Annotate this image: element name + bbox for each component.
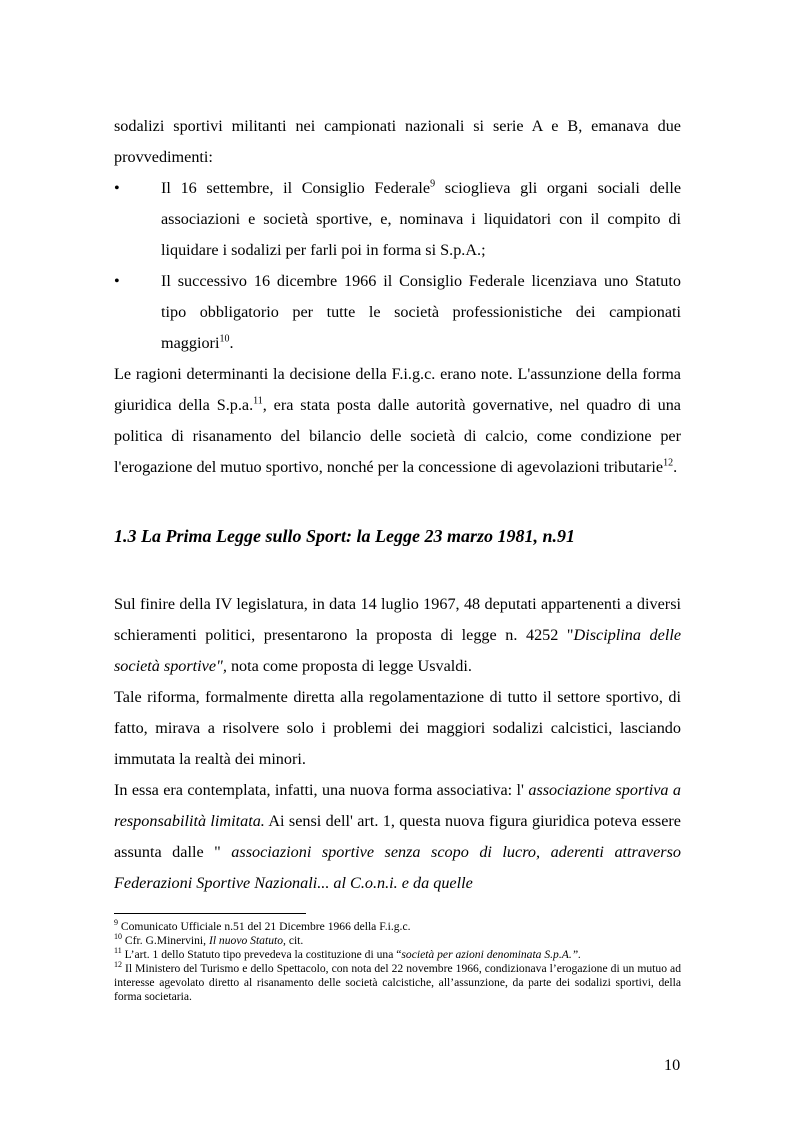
essa-italic-2: associazioni sportive senza scopo di lucro, aderenti attraverso Federazioni Sportive Nazionali... al C.o.n.i. e da quelle <box>114 843 681 892</box>
bullet-item-2 <box>114 266 681 359</box>
footnote-12 <box>114 962 681 1004</box>
usvaldi-italic: Disciplina delle società sportive", <box>114 626 682 675</box>
bullet-icon: • <box>114 179 120 197</box>
footnote-text: Comunicato Ufficiale n.51 del 21 Dicembre 1966 della F.i.g.c. <box>118 920 411 933</box>
paragraph-ragioni <box>114 359 681 483</box>
footnote-number: 9 <box>114 918 118 928</box>
usvaldi-text-a: Sul finire della IV legislatura, in data 14 luglio 1967, 48 deputati appartenenti a diversi schieramenti politici, presentarono la proposta di legge n. 4252 " <box>114 595 681 644</box>
page-body <box>114 111 681 899</box>
bullet-1-text-b: scioglieva gli organi sociali delle associazioni e società sportive, e, nominava i liquidatori con il compito di liquidare i sodalizi per farli poi in forma si S.p.A.; <box>161 179 681 259</box>
footnote-text-b: cit. <box>285 934 304 947</box>
footnote-11 <box>114 948 681 962</box>
paragraph-riforma: Tale riforma, formalmente diretta alla regolamentazione di tutto il settore sportivo, di fatto, mirava a risolvere solo i problemi dei maggiori sodalizi calcistici, lasciando immutata la realtà dei minori. <box>114 688 681 768</box>
ragioni-text-a: Le ragioni determinanti la decisione della F.i.g.c. erano note. L'assunzione della forma giuridica della S.p.a. <box>114 365 681 414</box>
essa-italic-1: associazione sportiva a responsabilità limitata. <box>114 781 681 830</box>
footnote-number: 11 <box>114 946 122 956</box>
bullet-2-text-b: . <box>229 334 234 352</box>
footnote-9 <box>114 920 681 934</box>
ragioni-text-c: . <box>673 458 678 476</box>
footnote-ref-12[interactable]: 12 <box>663 457 674 469</box>
bullet-1-text-a: Il 16 settembre, il Consiglio Federale <box>161 179 431 197</box>
footnote-text-a: L’art. 1 dello Statuto tipo prevedeva la costituzione di una “ <box>121 948 402 961</box>
footnote-number: 10 <box>114 932 122 942</box>
footnote-ref-11[interactable]: 11 <box>253 395 263 407</box>
footnote-10 <box>114 934 681 948</box>
bullet-2-text-a: Il successivo 16 dicembre 1966 il Consiglio Federale licenziava uno Statuto tipo obbligatorio per tutte le società professionistiche dei campionati maggiori <box>161 272 681 352</box>
essa-text-b: Ai sensi dell' art. 1, questa nuova figura giuridica poteva essere assunta dalle " <box>114 812 681 861</box>
footnote-ref-9[interactable]: 9 <box>430 178 436 190</box>
footnote-ref-10[interactable]: 10 <box>219 333 230 345</box>
ragioni-text-b: , era stata posta dalle autorità governative, nel quadro di una politica di risanamento del bilancio delle società di calcio, come condizione per l'erogazione del mutuo sportivo, nonché per la concessione di agevolazioni tributarie <box>114 396 681 476</box>
footnote-text: Il Ministero del Turismo e dello Spettacolo, con nota del 22 novembre 1966, condizionava l’erogazione di un mutuo ad interesse agevolato diretto al risanamento delle società calcistiche, all’assunzione, da parte dei sodalizi sportivi, della forma societaria. <box>114 962 681 1003</box>
footnote-number: 12 <box>114 960 122 970</box>
paragraph-usvaldi <box>114 589 681 682</box>
footnote-italic: Il nuovo Statuto, <box>208 934 286 947</box>
footnotes <box>114 913 681 1004</box>
footnote-divider <box>114 913 306 914</box>
footnote-italic: società per azioni denominata S.p.A.”. <box>401 948 582 961</box>
section-heading: 1.3 La Prima Legge sullo Sport: la Legge 23 marzo 1981, n.91 <box>114 526 575 546</box>
bullet-icon: • <box>114 272 120 290</box>
footnote-text-a: Cfr. G.Minervini, <box>122 934 209 947</box>
bullet-item-1 <box>114 173 681 266</box>
paragraph-intro: sodalizi sportivi militanti nei campionati nazionali si serie A e B, emanava due provvedimenti: <box>114 117 681 166</box>
paragraph-essa <box>114 775 681 899</box>
essa-text-a: In essa era contemplata, infatti, una nuova forma associativa: l' <box>114 781 529 799</box>
page-number: 10 <box>664 1056 681 1074</box>
usvaldi-text-b: nota come proposta di legge Usvaldi. <box>226 657 472 675</box>
